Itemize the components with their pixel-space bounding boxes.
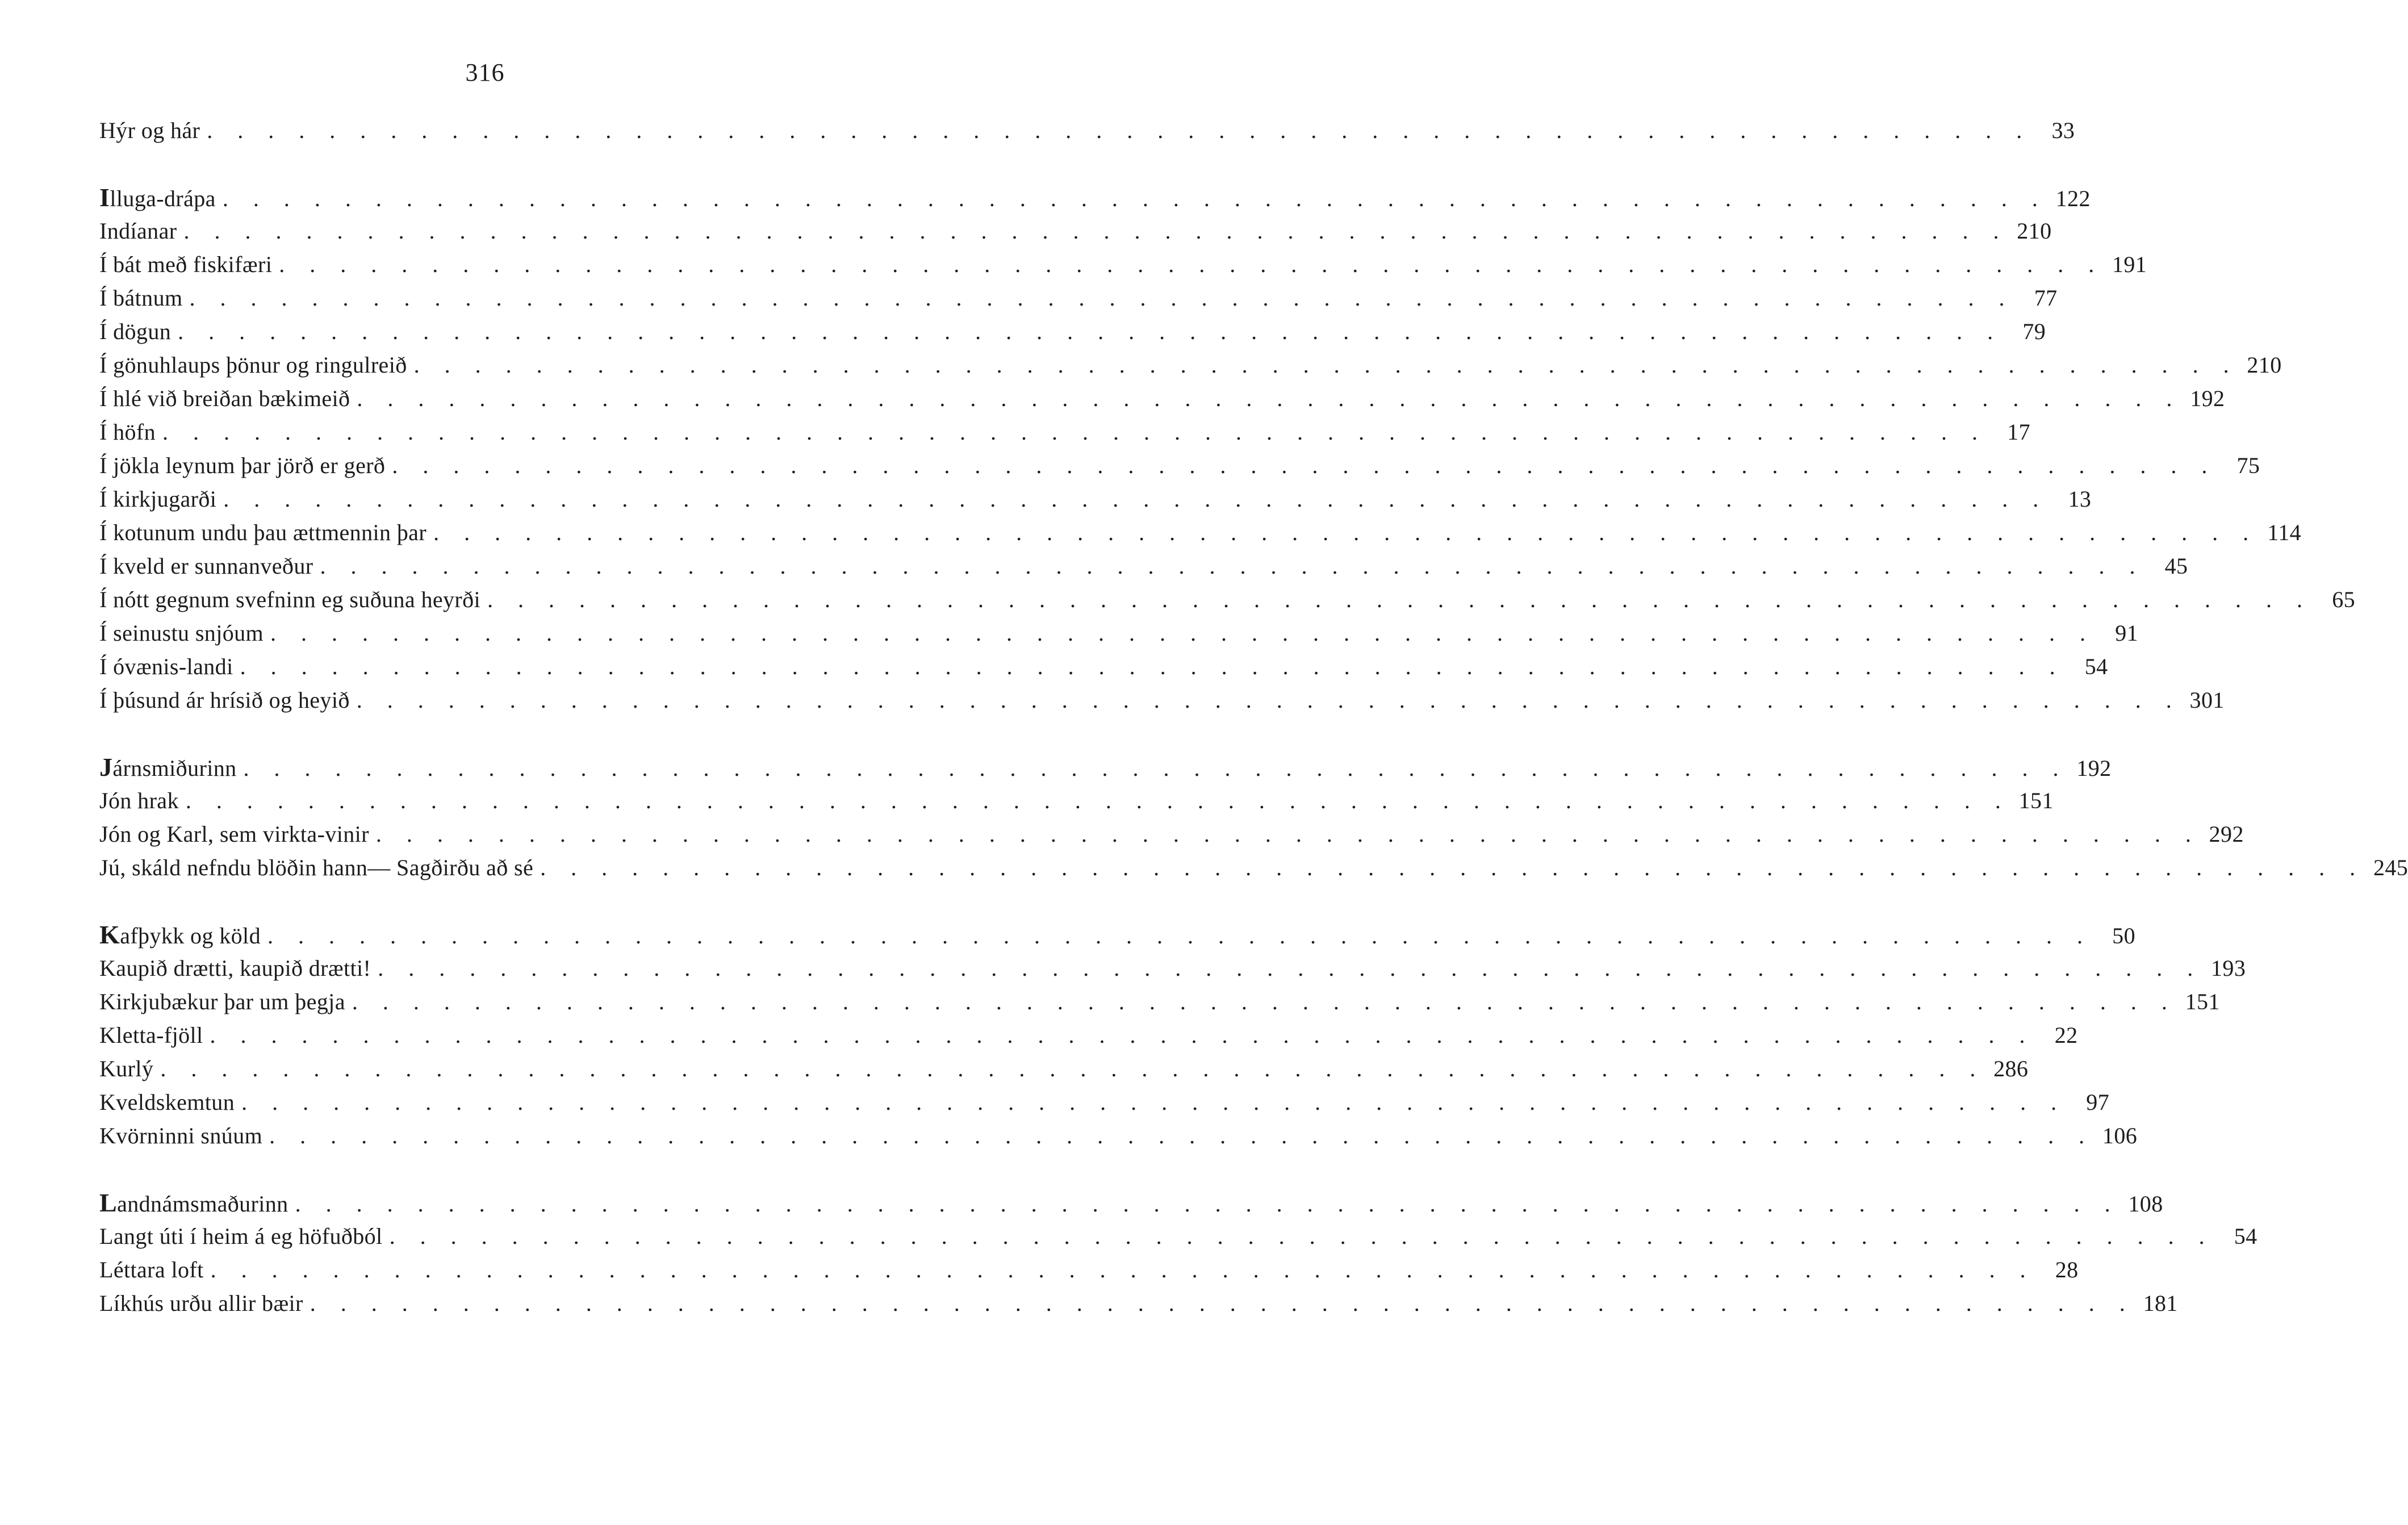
entry-page-number: 106 xyxy=(2102,1123,2138,1148)
index-entry xyxy=(99,616,2139,650)
entry-page-number: 114 xyxy=(2267,520,2302,545)
entry-title xyxy=(99,181,223,215)
entry-title-text: Kletta-fjöll xyxy=(99,1022,203,1048)
index-entry xyxy=(99,214,2052,248)
dot-leader: . . . . . . . . . . . . . . . . . . . . . . . . . . . . . . . . . . . . . . . . . . . . . . . . . . . . . . . . . . . . xyxy=(241,1089,2067,1115)
index-entry xyxy=(99,1253,2079,1286)
index-entry xyxy=(99,181,2091,214)
entry-page-number: 45 xyxy=(2164,553,2188,579)
entry-title-text: Í bát með fiskifæri xyxy=(99,252,273,277)
entry-title xyxy=(99,583,487,616)
dot-leader: . . . . . . . . . . . . . . . . . . . . . . . . . . . . . . . . . . . . . . . . . . . . . . . . . . . . . . . . . . . . xyxy=(413,352,2239,378)
entry-title xyxy=(99,817,376,851)
entry-title-text: Líkhús urðu allir bæir xyxy=(99,1290,303,1316)
entry-title-text: Í þúsund ár hrísið og heyið xyxy=(99,687,350,713)
dot-leader: . . . . . . . . . . . . . . . . . . . . . . . . . . . . . . . . . . . . . . . . . . . . . . . . . . . . . . . . . . . . xyxy=(375,821,2201,847)
dot-leader: . . . . . . . . . . . . . . . . . . . . . . . . . . . . . . . . . . . . . . . . . . . . . . . . . . . . . . . . . . . . xyxy=(279,252,2104,277)
entry-page-number: 33 xyxy=(2051,118,2075,143)
index-entry xyxy=(99,114,2075,147)
dot-leader: . . . . . . . . . . . . . . . . . . . . . . . . . . . . . . . . . . . . . . . . . . . . . . . . . . . . . . . . . . . . xyxy=(189,285,2014,311)
entry-title xyxy=(99,650,240,683)
entry-title-text: Í seinustu snjóum xyxy=(99,620,264,646)
entry-title xyxy=(99,1219,390,1253)
dot-leader: . . . . . . . . . . . . . . . . . . . . . . . . . . . . . . . . . . . . . . . . . . . . . . . . . . . . . . . . . . . . xyxy=(320,553,2145,579)
entry-page-number: 17 xyxy=(2007,419,2031,445)
entry-title xyxy=(99,750,244,785)
index-section xyxy=(99,918,2246,1152)
entry-page-number: 245 xyxy=(2373,855,2408,880)
entry-title-text: Í jökla leynum þar jörð er gerð xyxy=(99,453,386,478)
dot-leader: . . . . . . . . . . . . . . . . . . . . . . . . . . . . . . . . . . . . . . . . . . . . . . . . . . . . . . . . . . . . xyxy=(269,1123,2095,1148)
entry-title-text: andnámsmaðurinn xyxy=(117,1191,289,1217)
entry-page-number: 210 xyxy=(2017,218,2052,244)
index-section xyxy=(99,1186,2258,1320)
entry-title xyxy=(99,348,414,382)
entry-title-text: Kvörninni snúum xyxy=(99,1123,263,1148)
entry-title xyxy=(99,382,357,415)
entry-page-number: 79 xyxy=(2022,319,2046,344)
index-entry xyxy=(99,1186,2163,1219)
dot-leader: . . . . . . . . . . . . . . . . . . . . . . . . . . . . . . . . . . . . . . . . . . . . . . . . . . . . . . . . . . . . xyxy=(210,1022,2035,1048)
dot-leader: . . . . . . . . . . . . . . . . . . . . . . . . . . . . . . . . . . . . . . . . . . . . . . . . . . . . . . . . . . . . xyxy=(162,419,1988,445)
entry-page-number: 77 xyxy=(2034,285,2058,311)
dot-leader: . . . . . . . . . . . . . . . . . . . . . . . . . . . . . . . . . . . . . . . . . . . . . . . . . . . . . . . . . . . . xyxy=(185,788,2010,813)
entry-title xyxy=(99,315,178,348)
entry-title xyxy=(99,549,320,583)
entry-title xyxy=(99,1085,241,1119)
entry-page-number: 191 xyxy=(2112,252,2147,277)
index-entry xyxy=(99,1286,2178,1320)
entry-title xyxy=(99,248,279,281)
entry-title-text: Í höfn xyxy=(99,419,156,445)
index-entry xyxy=(99,951,2246,985)
entry-title-text: Í óvænis-landi xyxy=(99,654,233,679)
index-list xyxy=(99,114,2408,1320)
dot-leader: . . . . . . . . . . . . . . . . . . . . . . . . . . . . . . . . . . . . . . . . . . . . . . . . . . . . . . . . . . . . xyxy=(540,855,2365,880)
entry-title-text: lluga-drápa xyxy=(110,186,216,211)
entry-page-number: 292 xyxy=(2209,821,2244,847)
entry-title xyxy=(99,683,357,717)
index-entry xyxy=(99,683,2225,717)
entry-page-number: 54 xyxy=(2084,654,2108,679)
entry-title xyxy=(99,449,392,482)
entry-title xyxy=(99,616,270,650)
entry-title xyxy=(99,784,186,817)
entry-initial: K xyxy=(99,920,120,949)
dot-leader: . . . . . . . . . . . . . . . . . . . . . . . . . . . . . . . . . . . . . . . . . . . . . . . . . . . . . . . . . . . . xyxy=(356,687,2181,713)
entry-page-number: 122 xyxy=(2055,186,2091,211)
entry-title-text: Í bátnum xyxy=(99,285,183,311)
dot-leader: . . . . . . . . . . . . . . . . . . . . . . . . . . . . . . . . . . . . . . . . . . . . . . . . . . . . . . . . . . . . xyxy=(270,620,2096,646)
index-entry xyxy=(99,516,2302,549)
entry-title-text: Jú, skáld nefndu blöðin hann— Sagðirðu að sé xyxy=(99,855,534,880)
entry-title-text: Í kotunum undu þau ættmennin þar xyxy=(99,520,427,545)
entry-page-number: 97 xyxy=(2086,1089,2110,1115)
entry-title-text: Kaupið drætti, kaupið drætti! xyxy=(99,955,371,981)
entry-title xyxy=(99,1186,295,1221)
entry-title-text: Í hlé við breiðan bækimeið xyxy=(99,386,350,411)
index-entry xyxy=(99,482,2092,516)
index-entry xyxy=(99,549,2188,583)
entry-title-text: afþykk og köld xyxy=(120,923,261,949)
entry-title-text: Kirkjubækur þar um þegja xyxy=(99,989,345,1014)
entry-title-text: Langt úti í heim á eg höfuðból xyxy=(99,1223,383,1249)
index-entry xyxy=(99,750,2112,784)
index-entry xyxy=(99,1018,2078,1052)
page-number: 316 xyxy=(465,59,505,86)
entry-title xyxy=(99,1119,269,1152)
entry-page-number: 151 xyxy=(2018,788,2054,813)
entry-page-number: 210 xyxy=(2247,352,2282,378)
entry-title-text: Hýr og hár xyxy=(99,118,200,143)
entry-page-number: 91 xyxy=(2115,620,2139,646)
entry-page-number: 13 xyxy=(2068,486,2092,512)
entry-title xyxy=(99,851,540,884)
entry-title-text: Í kirkjugarði xyxy=(99,486,217,512)
entry-title xyxy=(99,1052,160,1085)
index-entry xyxy=(99,1219,2258,1253)
dot-leader: . . . . . . . . . . . . . . . . . . . . . . . . . . . . . . . . . . . . . . . . . . . . . . . . . . . . . . . . . . . . xyxy=(183,218,2009,244)
dot-leader: . . . . . . . . . . . . . . . . . . . . . . . . . . . . . . . . . . . . . . . . . . . . . . . . . . . . . . . . . . . . xyxy=(357,386,2182,411)
dot-leader: . . . . . . . . . . . . . . . . . . . . . . . . . . . . . . . . . . . . . . . . . . . . . . . . . . . . . . . . . . . . xyxy=(207,118,2032,143)
entry-title-text: Jón hrak xyxy=(99,788,179,813)
entry-title xyxy=(99,281,190,315)
dot-leader: . . . . . . . . . . . . . . . . . . . . . . . . . . . . . . . . . . . . . . . . . . . . . . . . . . . . . . . . . . . . xyxy=(223,486,2049,512)
dot-leader: . . . . . . . . . . . . . . . . . . . . . . . . . . . . . . . . . . . . . . . . . . . . . . . . . . . . . . . . . . . . xyxy=(267,923,2092,949)
entry-page-number: 54 xyxy=(2234,1223,2258,1249)
entry-initial: L xyxy=(99,1188,118,1217)
entry-page-number: 28 xyxy=(2055,1257,2079,1282)
dot-leader: . . . . . . . . . . . . . . . . . . . . . . . . . . . . . . . . . . . . . . . . . . . . . . . . . . . . . . . . . . . . xyxy=(433,520,2259,545)
entry-title xyxy=(99,482,223,516)
entry-title-text: Léttara loft xyxy=(99,1257,204,1282)
entry-title xyxy=(99,214,183,248)
index-entry xyxy=(99,817,2244,851)
dot-leader: . . . . . . . . . . . . . . . . . . . . . . . . . . . . . . . . . . . . . . . . . . . . . . . . . . . . . . . . . . . . xyxy=(160,1056,1985,1081)
entry-initial: I xyxy=(99,183,110,212)
entry-title xyxy=(99,1018,210,1052)
entry-page-number: 151 xyxy=(2185,989,2220,1014)
index-entry xyxy=(99,315,2046,348)
index-entry xyxy=(99,382,2225,415)
entry-title xyxy=(99,516,433,549)
entry-title xyxy=(99,1286,310,1320)
entry-title-text: Kveldskemtun xyxy=(99,1089,235,1115)
entry-page-number: 65 xyxy=(2332,587,2356,612)
dot-leader: . . . . . . . . . . . . . . . . . . . . . . . . . . . . . . . . . . . . . . . . . . . . . . . . . . . . . . . . . . . . xyxy=(243,755,2068,781)
index-section xyxy=(99,114,2075,147)
dot-leader: . . . . . . . . . . . . . . . . . . . . . . . . . . . . . . . . . . . . . . . . . . . . . . . . . . . . . . . . . . . . xyxy=(487,587,2313,612)
dot-leader: . . . . . . . . . . . . . . . . . . . . . . . . . . . . . . . . . . . . . . . . . . . . . . . . . . . . . . . . . . . . xyxy=(295,1191,2120,1217)
entry-page-number: 301 xyxy=(2189,687,2225,713)
entry-title xyxy=(99,114,207,147)
index-entry xyxy=(99,650,2108,683)
entry-page-number: 22 xyxy=(2054,1022,2078,1048)
index-entry xyxy=(99,784,2054,817)
entry-title-text: Í kveld er sunnanveður xyxy=(99,553,313,579)
index-section xyxy=(99,181,2356,717)
dot-leader: . . . . . . . . . . . . . . . . . . . . . . . . . . . . . . . . . . . . . . . . . . . . . . . . . . . . . . . . . . . . xyxy=(178,319,2003,344)
dot-leader: . . . . . . . . . . . . . . . . . . . . . . . . . . . . . . . . . . . . . . . . . . . . . . . . . . . . . . . . . . . . xyxy=(240,654,2065,679)
dot-leader: . . . . . . . . . . . . . . . . . . . . . . . . . . . . . . . . . . . . . . . . . . . . . . . . . . . . . . . . . . . . xyxy=(210,1257,2035,1282)
dot-leader: . . . . . . . . . . . . . . . . . . . . . . . . . . . . . . . . . . . . . . . . . . . . . . . . . . . . . . . . . . . . xyxy=(389,1223,2214,1249)
entry-page-number: 286 xyxy=(1993,1056,2029,1081)
index-entry xyxy=(99,918,2135,951)
index-entry xyxy=(99,985,2220,1018)
dot-leader: . . . . . . . . . . . . . . . . . . . . . . . . . . . . . . . . . . . . . . . . . . . . . . . . . . . . . . . . . . . . xyxy=(392,453,2217,478)
index-entry xyxy=(99,449,2260,482)
entry-title-text: Í nótt gegnum svefninn eg suðuna heyrði xyxy=(99,587,481,612)
entry-page-number: 75 xyxy=(2236,453,2260,478)
index-entry xyxy=(99,851,2408,884)
dot-leader: . . . . . . . . . . . . . . . . . . . . . . . . . . . . . . . . . . . . . . . . . . . . . . . . . . . . . . . . . . . . xyxy=(310,1290,2135,1316)
index-entry xyxy=(99,415,2031,449)
entry-page-number: 108 xyxy=(2128,1191,2163,1217)
dot-leader: . . . . . . . . . . . . . . . . . . . . . . . . . . . . . . . . . . . . . . . . . . . . . . . . . . . . . . . . . . . . xyxy=(222,186,2047,211)
entry-initial: J xyxy=(99,753,113,782)
entry-title xyxy=(99,918,267,952)
entry-title xyxy=(99,415,162,449)
dot-leader: . . . . . . . . . . . . . . . . . . . . . . . . . . . . . . . . . . . . . . . . . . . . . . . . . . . . . . . . . . . . xyxy=(352,989,2177,1014)
index-entry xyxy=(99,248,2147,281)
index-entry xyxy=(99,281,2058,315)
entry-page-number: 192 xyxy=(2076,755,2112,781)
entry-title-text: Indíanar xyxy=(99,218,177,244)
index-entry xyxy=(99,1085,2110,1119)
dot-leader: . . . . . . . . . . . . . . . . . . . . . . . . . . . . . . . . . . . . . . . . . . . . . . . . . . . . . . . . . . . . xyxy=(378,955,2203,981)
index-entry xyxy=(99,583,2356,616)
entry-page-number: 181 xyxy=(2143,1290,2178,1316)
index-entry xyxy=(99,1052,2029,1085)
entry-title xyxy=(99,951,378,985)
index-section xyxy=(99,750,2408,884)
entry-page-number: 192 xyxy=(2190,386,2225,411)
index-entry xyxy=(99,1119,2138,1152)
entry-page-number: 193 xyxy=(2211,955,2246,981)
entry-title xyxy=(99,985,352,1018)
entry-title-text: Kurlý xyxy=(99,1056,154,1081)
entry-title-text: árnsmiðurinn xyxy=(112,755,237,781)
entry-page-number: 50 xyxy=(2112,923,2135,949)
entry-title-text: Í dögun xyxy=(99,319,172,344)
entry-title-text: Jón og Karl, sem virkta-vinir xyxy=(99,821,369,847)
index-entry xyxy=(99,348,2282,382)
entry-title xyxy=(99,1253,211,1286)
entry-title-text: Í gönuhlaups þönur og ringulreið xyxy=(99,352,407,378)
